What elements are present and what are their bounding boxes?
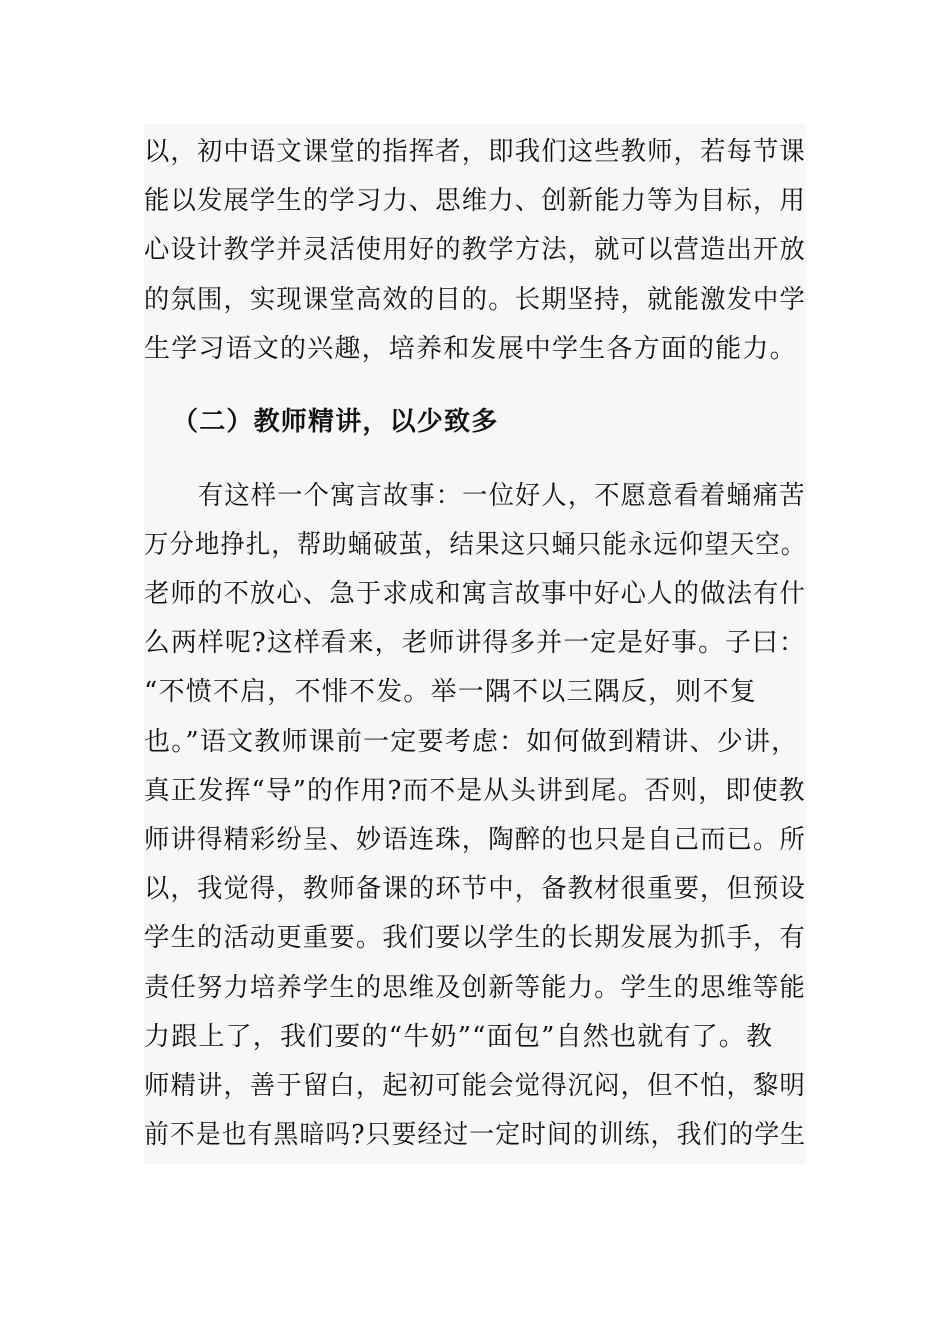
paragraph-2-line-6: 也。”语文教师课前一定要考虑：如何做到精讲、少讲，	[144, 727, 799, 757]
paragraph-2-line-13: 师精讲，善于留白，起初可能会觉得沉闷，但不怕，黎明	[144, 1071, 807, 1101]
paragraph-2-line-4: 么两样呢?这样看来，老师讲得多并一定是好事。子曰：	[144, 628, 806, 658]
paragraph-2-line-5: “不愤不启，不悱不发。举一隅不以三隅反，则不复	[144, 677, 757, 707]
paragraph-2-line-1: 有这样一个寓言故事：一位好人，不愿意看着蛹痛苦	[198, 481, 806, 511]
paragraph-2-line-11: 责任努力培养学生的思维及创新等能力。学生的思维等能	[144, 973, 807, 1003]
section-heading: （二）教师精讲，以少致多	[172, 407, 499, 437]
paragraph-2-line-7: 真正发挥“导”的作用?而不是从头讲到尾。否则，即使教	[144, 776, 806, 806]
paragraph-2-line-2: 万分地挣扎，帮助蛹破茧，结果这只蛹只能永远仰望天空。	[144, 530, 807, 560]
paragraph-1-line-4: 的氛围，实现课堂高效的目的。长期坚持，就能激发中学	[144, 285, 807, 315]
paragraph-1-line-2: 能以发展学生的学习力、思维力、创新能力等为目标，用	[144, 186, 807, 216]
paragraph-1-line-3: 心设计教学并灵活使用好的教学方法，就可以营造出开放	[144, 235, 807, 265]
paragraph-2-line-9: 以，我觉得，教师备课的环节中，备教材很重要，但预设	[144, 874, 807, 904]
paragraph-1-line-1: 以，初中语文课堂的指挥者，即我们这些教师，若每节课	[144, 137, 807, 167]
paragraph-2-line-10: 学生的活动更重要。我们要以学生的长期发展为抓手，有	[144, 923, 807, 953]
paragraph-2-line-14: 前不是也有黑暗吗?只要经过一定时间的训练，我们的学生	[144, 1120, 807, 1150]
paragraph-2-line-3: 老师的不放心、急于求成和寓言故事中好心人的做法有什	[144, 579, 807, 609]
document-text-block	[144, 124, 806, 1164]
paragraph-2-line-12: 力跟上了，我们要的“牛奶”“面包”自然也就有了。教	[144, 1022, 774, 1052]
paragraph-1-line-5: 生学习语文的兴趣，培养和发展中学生各方面的能力。	[144, 334, 797, 364]
paragraph-2-line-8: 师讲得精彩纷呈、妙语连珠，陶醉的也只是自己而已。所	[144, 825, 807, 855]
